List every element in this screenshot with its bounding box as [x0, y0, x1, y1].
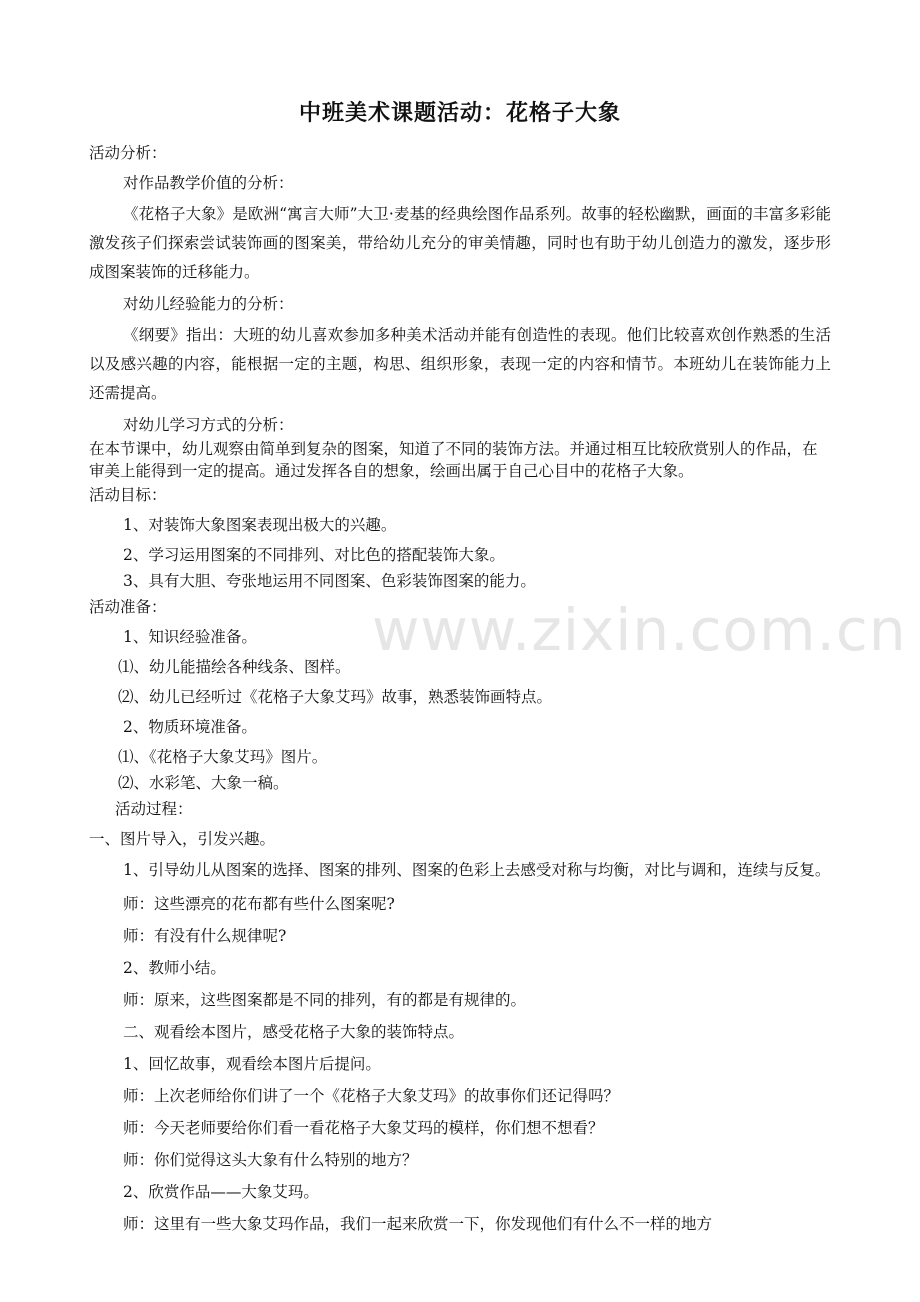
teacher-line-3: 师：原来，这些图案都是不同的排列，有的都是有规律的。	[123, 991, 527, 1009]
section-heading-process: 活动过程：	[115, 800, 193, 818]
paragraph-teaching-value: 《花格子大象》是欧洲“寓言大师”大卫·麦基的经典绘图作品系列。故事的轻松幽默，画面的丰富多彩能激发孩子们探索尝试装饰画的图案美，带给幼儿充分的审美情趣，同时也有助于幼儿创造力的激发，逐步形成图案装饰的迁移能力。	[89, 205, 831, 281]
section-heading-analysis: 活动分析：	[89, 144, 167, 162]
process-step-1: 一、图片导入，引发兴趣。	[89, 830, 276, 848]
prep-item-2: 2、物质环境准备。	[123, 718, 257, 736]
section-heading-preparation: 活动准备：	[89, 598, 167, 616]
teacher-line-1: 师：这些漂亮的花布都有些什么图案呢?	[123, 895, 395, 913]
subheading-experience: 对幼儿经验能力的分析：	[123, 295, 294, 313]
teacher-line-4: 师：上次老师给你们讲了一个《花格子大象艾玛》的故事你们还记得吗？	[123, 1087, 620, 1105]
process-step-1-item-1: 1、引导幼儿从图案的选择、图案的排列、图案的色彩上去感受对称与均衡，对比与调和，连续与反复。	[123, 861, 831, 879]
paragraph-learning-style: 在本节课中，幼儿观察由简单到复杂的图案，知道了不同的装饰方法。并通过相互比较欣赏别人的作品，在审美上能得到一定的提高。通过发挥各自的想象，绘画出属于自己心目中的花格子大象。	[89, 440, 818, 480]
goal-item-3: 3、具有大胆、夸张地运用不同图案、色彩装饰图案的能力。	[123, 572, 536, 590]
prep-subitem-2-2: ⑵、水彩笔、大象一稿。	[118, 774, 289, 792]
teacher-line-6: 师：你们觉得这头大象有什么特别的地方？	[123, 1151, 418, 1169]
prep-subitem-1-2: ⑵、幼儿已经听过《花格子大象艾玛》故事，熟悉装饰画特点。	[118, 688, 553, 706]
goal-item-2: 2、学习运用图案的不同排列、对比色的搭配装饰大象。	[123, 546, 505, 564]
process-step-2-item-2: 2、欣赏作品——大象艾玛。	[123, 1183, 319, 1201]
process-step-1-item-2: 2、教师小结。	[123, 959, 226, 977]
process-step-2: 二、观看绘本图片，感受花格子大象的装饰特点。	[123, 1023, 465, 1041]
paragraph-experience: 《纲要》指出：大班的幼儿喜欢参加多种美术活动并能有创造性的表现。他们比较喜欢创作熟悉的生活以及感兴趣的内容，能根据一定的主题，构思、组织形象，表现一定的内容和情节。本班幼儿在装饰能力上还需提高。	[89, 326, 831, 402]
section-heading-goals: 活动目标：	[89, 486, 167, 504]
goal-item-1: 1、对装饰大象图案表现出极大的兴趣。	[123, 516, 397, 534]
subheading-learning-style: 对幼儿学习方式的分析：	[123, 416, 294, 434]
watermark: www.zixin.com.cn	[372, 596, 907, 664]
teacher-line-7: 师：这里有一些大象艾玛作品，我们一起来欣赏一下，你发现他们有什么不一样的地方	[123, 1215, 713, 1233]
prep-item-1: 1、知识经验准备。	[123, 628, 257, 646]
teacher-line-2: 师：有没有什么规律呢?	[123, 927, 287, 945]
subheading-teaching-value: 对作品教学价值的分析：	[123, 174, 294, 192]
prep-subitem-1-1: ⑴、幼儿能描绘各种线条、图样。	[118, 658, 351, 676]
process-step-2-item-1: 1、回忆故事，观看绘本图片后提问。	[123, 1055, 381, 1073]
document-body	[89, 140, 831, 1237]
page-title: 中班美术课题活动：花格子大象	[298, 101, 621, 126]
prep-subitem-2-1: ⑴、《花格子大象艾玛》图片。	[118, 748, 328, 766]
teacher-line-5: 师：今天老师要给你们看一看花格子大象艾玛的模样，你们想不想看？	[123, 1119, 604, 1137]
